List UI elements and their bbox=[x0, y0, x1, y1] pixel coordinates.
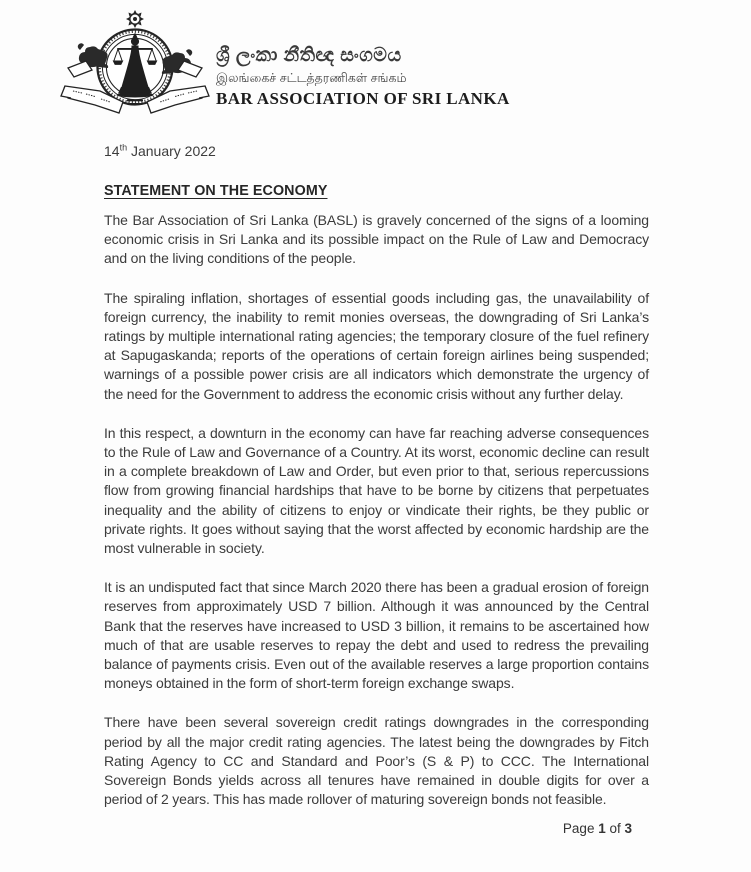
document-body bbox=[104, 142, 649, 829]
date-month-year: January 2022 bbox=[127, 143, 216, 159]
paragraph-credit-ratings: There have been several sovereign credit ratings downgrades in the corresponding period by all the major credit rating agencies. The latest being the downgrades by Fitch Rating Agency to CC and Standard and Poor’s (S & P) to CCC. The International Sovereign Bonds yields across all tenures have remained in double digits for over a period of 2 years. This has made rollover of maturing sovereign bonds not feasible. bbox=[104, 714, 649, 808]
page-number-footer bbox=[104, 820, 632, 838]
date-ordinal: th bbox=[119, 142, 128, 153]
document-title: STATEMENT ON THE ECONOMY bbox=[104, 183, 328, 199]
page-label: Page bbox=[562, 821, 599, 836]
org-name-english: BAR ASSOCIATION OF SRI LANKA bbox=[216, 89, 510, 108]
page-total: 3 bbox=[624, 821, 632, 836]
date-day: 14 bbox=[104, 143, 120, 159]
paragraph-foreign-reserves: It is an undisputed fact that since March 2020 there has been a gradual erosion of foreign reserves from approximately USD 7 billion. Although it was announced by the Central Bank that the reserves have increased to USD 3 billion, it remains to be ascertained how much of that are usable reserves to repay the debt and used to redress the prevailing balance of payments crisis. Even out of the available reserves a large proportion contains moneys obtained in the form of short-term foreign exchange swaps. bbox=[104, 579, 649, 692]
paragraph-indicators: The spiraling inflation, shortages of essential goods including gas, the unavailability of foreign currency, the inability to remit monies overseas, the downgrading of Sri Lanka’s ratings by multiple international rating agencies; the temporary closure of the fuel refinery at Sapugaskanda; reports of the operations of certain foreign airlines being suspended; warnings of a possible power crisis are all indicators which demonstrate the urgency of the need for the Government to address the economic crisis without any further delay. bbox=[104, 289, 649, 402]
document-date bbox=[104, 142, 649, 161]
page-of-label: of bbox=[605, 821, 625, 836]
page-number: 1 bbox=[598, 821, 606, 836]
org-name-sinhala: ශ්‍රී ලංකා නීතිඥ සංගමය bbox=[216, 45, 402, 66]
paragraph-rule-of-law: In this respect, a downturn in the economy can have far reaching adverse consequences to the Rule of Law and Governance of a Country. At its worst, economic decline can result in a complete breakdown of Law and Order, but even prior to that, serious repercussions flow from growing financial hardships that have to be borne by citizens that perpetuates inequality and the ability of citizens to enjoy or vindicate their rights, be they public or private rights. It goes without saying that the worst affected by economic hardship are the most vulnerable in society. bbox=[104, 424, 649, 557]
org-name-tamil: இலங்கைச் சட்டத்தரணிகள் சங்கம் bbox=[216, 71, 407, 85]
paragraph-concern: The Bar Association of Sri Lanka (BASL) is gravely concerned of the signs of a looming economic crisis in Sri Lanka and its possible impact on the Rule of Law and Democracy and on the living conditions of the people. bbox=[104, 212, 649, 267]
letterhead-org-names bbox=[216, 44, 510, 109]
scales-of-justice-emblem-icon bbox=[60, 6, 210, 119]
chakra-ornament bbox=[126, 10, 144, 28]
